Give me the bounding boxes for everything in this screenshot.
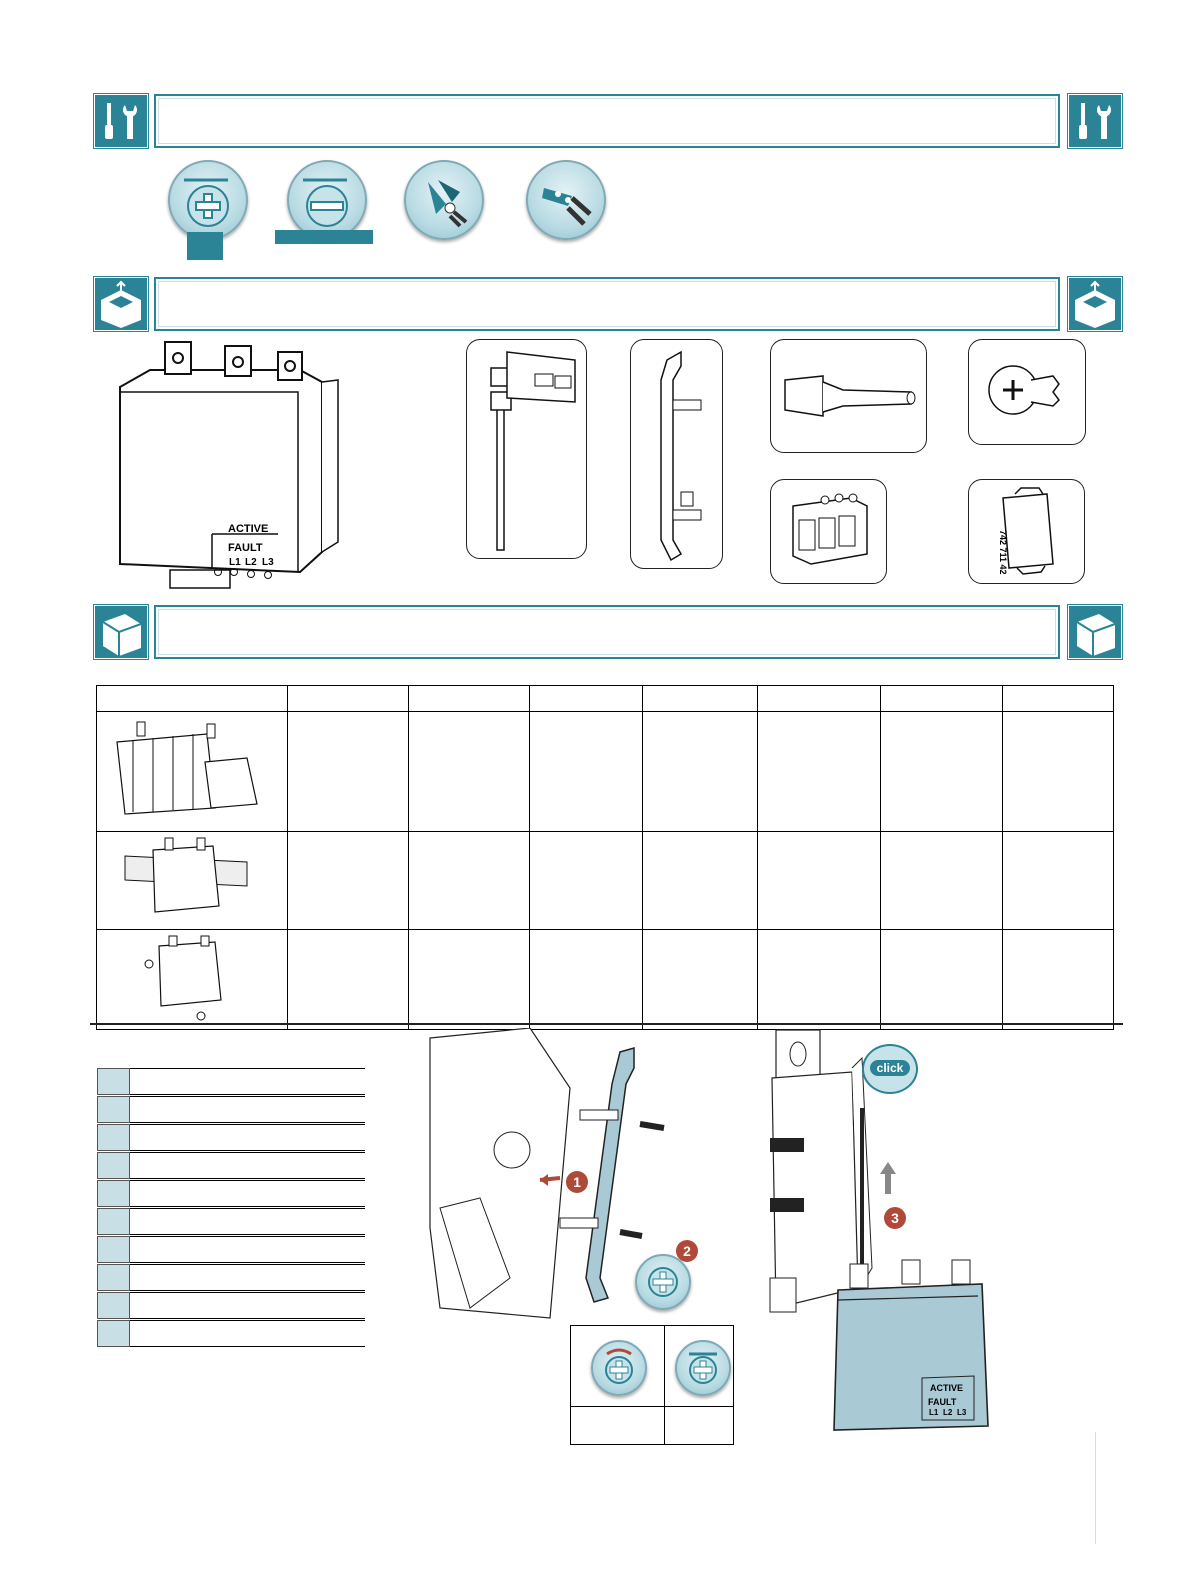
switch-assembly-icon <box>97 712 288 832</box>
side-cutter-icon <box>404 160 484 240</box>
device-label-l1: L1 <box>229 557 241 568</box>
table-cell <box>409 712 530 832</box>
device-label-l3: L3 <box>262 557 274 568</box>
table-header-row <box>97 686 1114 712</box>
terminal-block-icon <box>770 479 887 584</box>
table-cell <box>758 686 881 712</box>
legend-number <box>97 1264 130 1291</box>
screw-mount-icon <box>97 930 288 1030</box>
table-cell <box>530 930 643 1030</box>
list-item <box>97 1152 365 1179</box>
list-item <box>97 1180 365 1207</box>
list-item <box>97 1208 365 1235</box>
list-item <box>97 1124 365 1151</box>
table-row <box>97 930 1114 1030</box>
phillips-screwdriver-icon-step2 <box>635 1254 691 1310</box>
table-cell <box>643 930 758 1030</box>
legend-number <box>97 1096 130 1123</box>
device-label-fault-2: FAULT <box>928 1397 957 1407</box>
table-cell <box>758 712 881 832</box>
separator-line <box>90 1023 1123 1025</box>
legend-text <box>130 1264 365 1291</box>
legend-text <box>130 1180 365 1207</box>
legend-number <box>97 1152 130 1179</box>
list-item <box>97 1292 365 1319</box>
table-cell <box>881 832 1003 930</box>
mounting-options-table <box>96 685 1114 1030</box>
table-cell <box>409 832 530 930</box>
table-cell <box>881 930 1003 1030</box>
device-label-l3-2: L3 <box>957 1408 967 1417</box>
section-bar-scope <box>154 277 1060 331</box>
ferrite-label: 742 711 42 <box>998 530 1008 575</box>
legend-number <box>97 1068 130 1095</box>
box-install-icon-right <box>1068 605 1122 659</box>
legend-text <box>130 1320 365 1347</box>
table-cell <box>530 686 643 712</box>
tools-icon-right <box>1068 94 1122 148</box>
tools-icon-left <box>94 94 148 148</box>
table-cell <box>1003 832 1114 930</box>
device-label-active: ACTIVE <box>228 523 269 535</box>
flat-screwdriver-icon <box>287 160 367 240</box>
unpacking-box-icon-left <box>94 277 148 331</box>
table-cell <box>97 686 288 712</box>
device-label-l2-2: L2 <box>943 1408 953 1417</box>
legend-number <box>97 1320 130 1347</box>
crimping-pliers-icon <box>526 160 606 240</box>
table-cell <box>1003 686 1114 712</box>
table-cell <box>643 832 758 930</box>
table-cell <box>758 930 881 1030</box>
list-item <box>97 1096 365 1123</box>
table-cell <box>1003 930 1114 1030</box>
table-row <box>97 712 1114 832</box>
legend-text <box>130 1292 365 1319</box>
phillips-size-tag <box>187 232 223 260</box>
unpacking-box-icon-right <box>1068 277 1122 331</box>
device-label-fault: FAULT <box>228 542 263 554</box>
mounting-bracket-icon <box>630 339 723 569</box>
click-label: click <box>870 1060 910 1076</box>
table-cell <box>758 832 881 930</box>
table-cell <box>409 930 530 1030</box>
legend-number <box>97 1124 130 1151</box>
table-cell <box>530 712 643 832</box>
box-install-icon-left <box>94 605 148 659</box>
tighten-screw-icon <box>591 1340 647 1396</box>
device-label-active-2: ACTIVE <box>930 1383 964 1393</box>
phillips-screwdriver-icon-torque <box>675 1340 731 1396</box>
list-item <box>97 1236 365 1263</box>
screw-icon <box>968 339 1086 445</box>
table-cell <box>643 712 758 832</box>
legend-number <box>97 1180 130 1207</box>
table-cell <box>288 712 409 832</box>
legend-text <box>130 1208 365 1235</box>
legend-text <box>130 1096 365 1123</box>
legend-number <box>97 1292 130 1319</box>
table-cell <box>288 930 409 1030</box>
table-cell <box>643 686 758 712</box>
legend-number <box>97 1208 130 1235</box>
torque-table <box>570 1325 734 1445</box>
list-item <box>97 1320 365 1347</box>
callout-1: 1 <box>566 1171 588 1193</box>
table-row <box>97 832 1114 930</box>
callout-3: 3 <box>884 1207 906 1229</box>
table-cell <box>288 686 409 712</box>
device-label-l2: L2 <box>245 557 257 568</box>
section-bar-tools <box>154 94 1060 148</box>
table-cell <box>530 832 643 930</box>
click-badge <box>862 1044 918 1094</box>
legend-number <box>97 1236 130 1263</box>
phillips-screwdriver-icon <box>168 160 248 240</box>
device-label-l1-2: L1 <box>929 1408 939 1417</box>
list-item <box>97 1264 365 1291</box>
wire-end-ferrule-icon <box>770 339 927 453</box>
flat-size-tag <box>275 230 373 244</box>
legend-text <box>130 1124 365 1151</box>
table-cell <box>409 686 530 712</box>
table-cell <box>881 712 1003 832</box>
din-rail-mount-icon <box>97 832 288 930</box>
table-cell <box>881 686 1003 712</box>
list-item <box>97 1068 365 1095</box>
ferrite-core-icon <box>968 479 1085 584</box>
link-module-icon <box>466 339 587 559</box>
callout-2: 2 <box>676 1240 698 1262</box>
legend-text <box>130 1152 365 1179</box>
table-cell <box>1003 712 1114 832</box>
page-margin-line <box>1095 1432 1096 1544</box>
table-cell <box>288 832 409 930</box>
section-bar-mounting <box>154 605 1060 659</box>
legend-text <box>130 1236 365 1263</box>
legend-text <box>130 1068 365 1095</box>
